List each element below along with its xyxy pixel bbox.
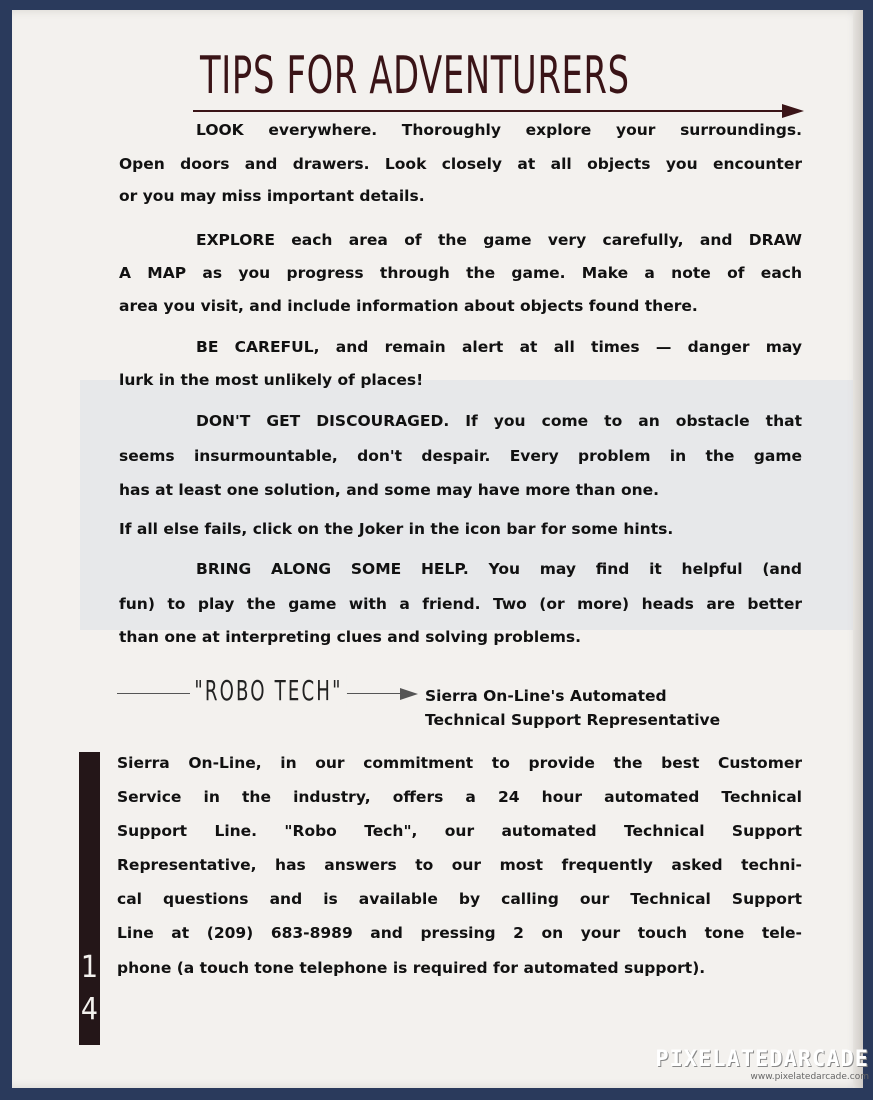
body-line: phone (a touch tone telephone is required for automated support). (117, 959, 706, 977)
robo-subtitle: Sierra On-Line's Automated (425, 687, 667, 705)
page-binding (853, 10, 863, 1088)
robo-subtitle: Technical Support Representative (425, 711, 721, 729)
page-number-digit: 1 (80, 950, 99, 985)
body-line: Sierra On-Line, in our commitment to provide the best Customer (117, 754, 802, 772)
watermark-url: www.pixelatedarcade.com (750, 1072, 869, 1082)
page-title: TIPS FOR ADVENTURERS (200, 46, 630, 106)
robo-tech-title: "ROBO TECH" (190, 674, 347, 707)
tip-line: lurk in the most unlikely of places! (119, 371, 424, 389)
tip-line: EXPLORE each area of the game very carefully, and DRAW (196, 231, 802, 249)
body-line: cal questions and is available by calling our Technical Support (117, 890, 802, 908)
robo-arrow-head-icon (400, 688, 418, 700)
tip-line: BRING ALONG SOME HELP. You may find it helpful (and (196, 560, 802, 578)
tip-line: If all else fails, click on the Joker in the icon bar for some hints. (119, 520, 674, 538)
tip-line: fun) to play the game with a friend. Two (or more) heads are better (119, 595, 802, 613)
tip-line: has at least one solution, and some may have more than one. (119, 481, 660, 499)
tip-line: than one at interpreting clues and solving problems. (119, 628, 581, 646)
tip-line: area you visit, and include information about objects found there. (119, 297, 698, 315)
body-line: Line at (209) 683-8989 and pressing 2 on your touch tone tele- (117, 924, 802, 942)
body-line: Representative, has answers to our most frequently asked techni- (117, 856, 802, 874)
page-number-digit: 4 (80, 992, 99, 1027)
tip-line: BE CAREFUL, and remain alert at all times — danger may (196, 338, 802, 356)
tip-line: A MAP as you progress through the game. Make a note of each (119, 264, 802, 282)
watermark-name: PIXELATEDARCADE (655, 1047, 869, 1072)
tip-line: Open doors and drawers. Look closely at all objects you encounter (119, 155, 802, 173)
tip-line: LOOK everywhere. Thoroughly explore your surroundings. (196, 121, 802, 139)
body-line: Support Line. "Robo Tech", our automated Technical Support (117, 822, 802, 840)
body-line: Service in the industry, offers a 24 hour automated Technical (117, 788, 802, 806)
title-arrow-line (193, 110, 783, 112)
title-arrow-head-icon (782, 104, 804, 118)
tip-line: or you may miss important details. (119, 187, 425, 205)
tip-line: DON'T GET DISCOURAGED. If you come to an obstacle that (196, 412, 802, 430)
watermark (655, 1047, 869, 1082)
tip-line: seems insurmountable, don't despair. Every problem in the game (119, 447, 802, 465)
